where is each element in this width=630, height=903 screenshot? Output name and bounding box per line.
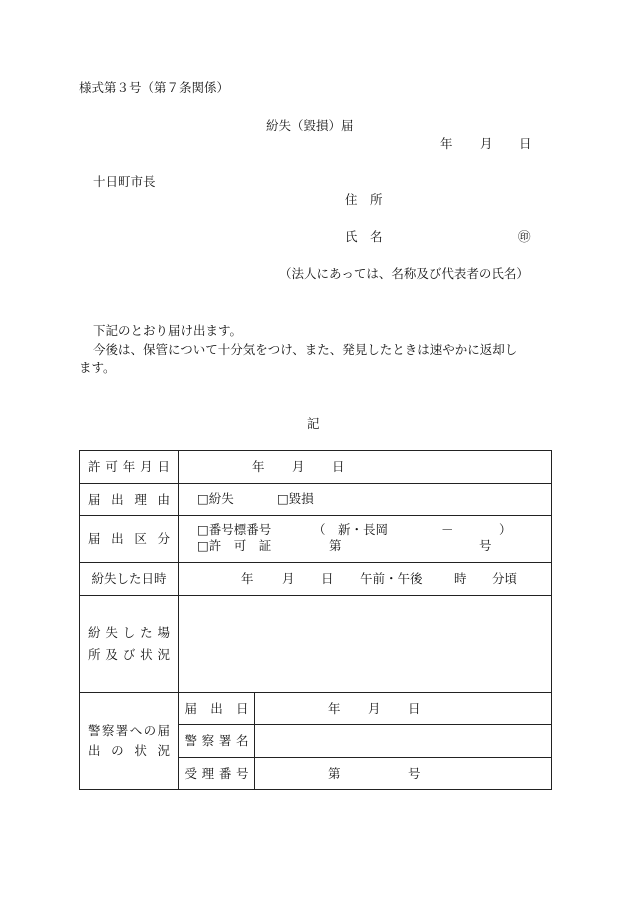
reason-value-cell: [179, 484, 552, 516]
reason-label: 届出理由: [88, 491, 170, 507]
body-line-1: 下記のとおり届け出ます。: [93, 323, 243, 338]
police-label-cell: [80, 693, 179, 790]
name-label: 氏 名: [345, 229, 383, 244]
reason-label-cell: [80, 484, 179, 516]
category-plate-paren-open: （: [313, 522, 326, 537]
submission-date-day: 日: [519, 136, 532, 151]
lost-date-minute: 分頃: [492, 571, 518, 586]
police-date-month: 月: [368, 701, 381, 716]
submission-date-month: 月: [480, 136, 493, 151]
lost-date-label: 紛失した日時: [91, 571, 167, 587]
reason-lost-checkbox[interactable]: □紛失: [197, 491, 234, 506]
police-receipt-dai: 第: [328, 766, 341, 781]
row-place: [80, 596, 552, 693]
category-value-cell: [179, 516, 552, 563]
reason-damaged-checkbox[interactable]: □毀損: [277, 491, 314, 506]
category-plate-paren-close: ）: [499, 522, 512, 537]
category-plate-dash: －: [441, 522, 454, 537]
category-plate-region: 新・長岡: [338, 522, 389, 537]
police-date-day: 日: [408, 701, 421, 716]
lost-date-label-cell: [80, 563, 179, 596]
row-permit-date: [80, 451, 552, 484]
address-label: 住 所: [345, 192, 383, 207]
category-cert-dai: 第: [329, 538, 342, 553]
lost-date-value-cell[interactable]: [179, 563, 552, 596]
police-label-line-2: 出の状況: [88, 743, 170, 758]
lost-date-month: 月: [282, 571, 295, 586]
row-category: [80, 516, 552, 563]
police-station-value-cell[interactable]: [255, 725, 552, 758]
lost-date-hour: 時: [454, 571, 467, 586]
police-date-label-cell: [179, 693, 255, 725]
category-cert-go: 号: [479, 538, 492, 553]
report-table: [79, 450, 552, 790]
police-station-label: 警察署名: [184, 733, 249, 749]
police-date-label: 届出日: [184, 700, 249, 716]
permit-date-value-cell[interactable]: [179, 451, 552, 484]
category-plate-checkbox[interactable]: □番号標番号: [197, 522, 272, 537]
ki-heading: 記: [307, 416, 320, 431]
police-receipt-label-cell: [179, 758, 255, 790]
lost-date-year: 年: [241, 571, 254, 586]
submission-date-year: 年: [440, 136, 453, 151]
body-line-3: ます。: [79, 360, 116, 375]
place-label-line-1: 紛失した場: [88, 625, 170, 641]
permit-date-month: 月: [292, 459, 305, 474]
police-receipt-value-cell[interactable]: [255, 758, 552, 790]
police-label-line-1: 警察署への届: [88, 723, 170, 739]
lost-date-ampm: 午前・午後: [360, 571, 423, 586]
permit-date-label-cell: [80, 451, 179, 484]
document-title: 紛失（毀損）届: [266, 118, 354, 133]
category-label-cell: [80, 516, 179, 563]
body-line-2: 今後は、保管について十分気をつけ、また、発見したときは速やかに返却し: [93, 342, 518, 357]
form-number: 様式第３号（第７条関係）: [79, 80, 230, 95]
category-label: 届出区分: [88, 531, 170, 547]
permit-date-day: 日: [332, 459, 345, 474]
row-lost-date: [80, 563, 552, 596]
place-value-cell[interactable]: [179, 596, 552, 693]
category-cert-checkbox[interactable]: □許 可 証: [197, 538, 272, 553]
place-label-line-2: 所及び状況: [88, 647, 170, 662]
police-date-value-cell[interactable]: [255, 693, 552, 725]
corporate-note: （法人にあっては、名称及び代表者の氏名）: [279, 266, 529, 281]
row-police-date: [80, 693, 552, 725]
seal-mark: ㊞: [518, 229, 531, 244]
police-date-year: 年: [328, 701, 341, 716]
police-station-label-cell: [179, 725, 255, 758]
place-label-cell: [80, 596, 179, 693]
police-receipt-go: 号: [408, 766, 421, 781]
addressee: 十日町市長: [93, 174, 156, 189]
police-receipt-label: 受理番号: [184, 765, 249, 781]
lost-date-day: 日: [321, 571, 334, 586]
permit-date-label: 許可年月日: [88, 459, 170, 475]
row-reason: [80, 484, 552, 516]
permit-date-year: 年: [252, 459, 265, 474]
